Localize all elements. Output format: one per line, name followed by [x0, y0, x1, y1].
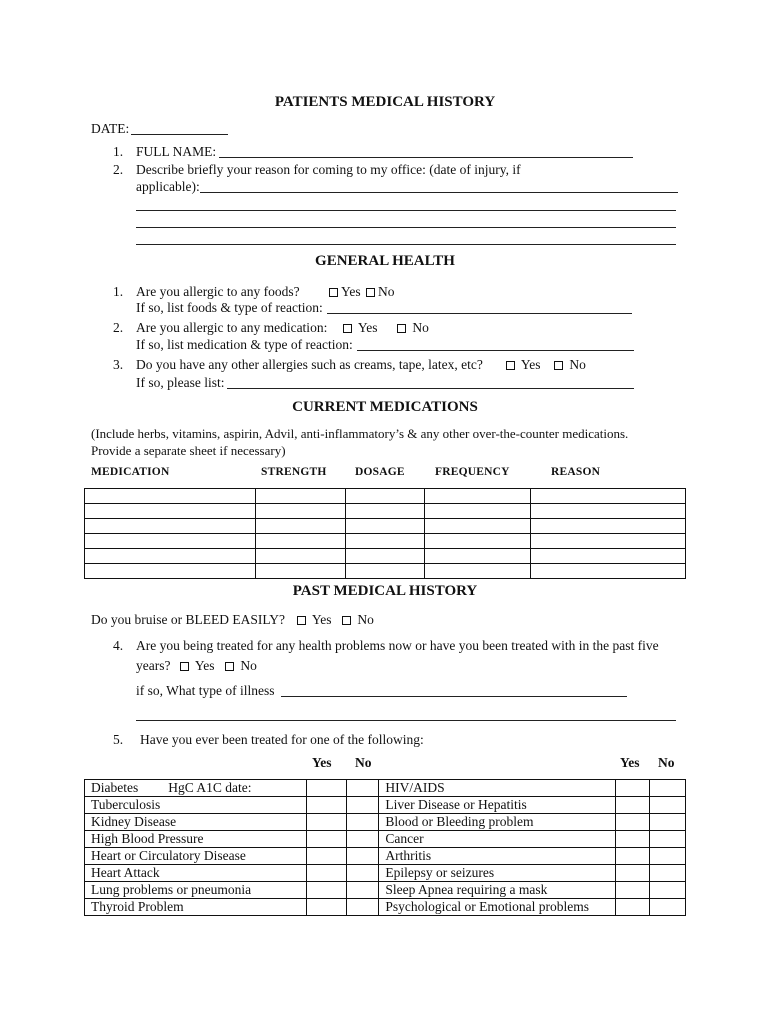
medications-table — [84, 488, 686, 579]
item-number: 3. — [113, 357, 124, 372]
other-allergy-question: Do you have any other allergies such as creams, tape, latex, etc? — [136, 357, 483, 372]
illness-type-field-line[interactable] — [136, 720, 676, 721]
no-cell[interactable] — [650, 899, 686, 916]
full-name-label: FULL NAME: — [136, 144, 217, 159]
table-cell[interactable] — [85, 504, 256, 519]
checkbox-icon[interactable] — [506, 361, 515, 370]
yes-cell[interactable] — [616, 865, 650, 882]
table-cell[interactable] — [255, 519, 345, 534]
table-row — [85, 534, 686, 549]
past-medical-history-heading: PAST MEDICAL HISTORY — [292, 583, 478, 599]
condition-label: Thyroid Problem — [85, 899, 307, 916]
item-number: 5. — [113, 732, 124, 747]
yes-cell[interactable] — [616, 848, 650, 865]
treated-no[interactable]: No — [225, 658, 257, 674]
checkbox-icon[interactable] — [366, 288, 375, 297]
condition-label: Lung problems or pneumonia — [85, 882, 307, 899]
table-row — [85, 899, 686, 916]
no-cell[interactable] — [650, 814, 686, 831]
treated-question: Are you being treated for any health problems now or have you been treated with in the past five — [136, 638, 659, 653]
general-health-heading: GENERAL HEALTH — [315, 253, 455, 269]
table-row — [85, 564, 686, 579]
yes-cell[interactable] — [616, 814, 650, 831]
condition-label: Heart Attack — [85, 865, 307, 882]
checkbox-icon[interactable] — [554, 361, 563, 370]
table-row — [85, 831, 686, 848]
table-cell[interactable] — [255, 504, 345, 519]
table-cell[interactable] — [345, 549, 425, 564]
bruise-no[interactable]: No — [342, 612, 374, 628]
illness-type-label: if so, What type of illness — [136, 683, 275, 698]
table-row — [85, 489, 686, 504]
table-cell[interactable] — [255, 534, 345, 549]
column-header: REASON — [551, 466, 601, 478]
table-cell[interactable] — [345, 489, 425, 504]
table-cell[interactable] — [425, 489, 531, 504]
yes-cell[interactable] — [616, 899, 650, 916]
food-allergy-no[interactable]: No — [366, 284, 395, 300]
table-cell[interactable] — [345, 564, 425, 579]
yes-cell[interactable] — [616, 780, 650, 797]
no-cell[interactable] — [346, 865, 379, 882]
checkbox-icon[interactable] — [343, 324, 352, 333]
condition-label: Tuberculosis — [85, 797, 307, 814]
current-medications-heading: CURRENT MEDICATIONS — [292, 399, 478, 415]
table-cell[interactable] — [531, 519, 686, 534]
no-cell[interactable] — [650, 797, 686, 814]
yes-cell[interactable] — [306, 848, 346, 865]
condition-label: Blood or Bleeding problem — [379, 814, 616, 831]
column-header: STRENGTH — [261, 466, 327, 478]
table-cell[interactable] — [255, 564, 345, 579]
conditions-question: Have you ever been treated for one of the following: — [140, 732, 424, 747]
condition-label: Kidney Disease — [85, 814, 307, 831]
a1c-date-label: HgC A1C date: — [168, 780, 252, 795]
condition-label: Cancer — [379, 831, 616, 848]
table-cell[interactable] — [531, 489, 686, 504]
date-field[interactable] — [131, 134, 228, 135]
no-cell[interactable] — [346, 780, 379, 797]
treated-question-cont: years? — [136, 658, 171, 673]
table-cell[interactable] — [425, 519, 531, 534]
table-cell[interactable] — [425, 534, 531, 549]
no-column-header: No — [355, 755, 372, 770]
no-cell[interactable] — [346, 797, 379, 814]
table-cell[interactable] — [255, 489, 345, 504]
table-cell[interactable] — [255, 549, 345, 564]
no-cell[interactable] — [650, 831, 686, 848]
item-number: 2. — [113, 320, 124, 335]
table-cell[interactable] — [345, 504, 425, 519]
yes-cell[interactable] — [616, 797, 650, 814]
table-row — [85, 549, 686, 564]
checkbox-icon[interactable] — [397, 324, 406, 333]
checkbox-icon[interactable] — [329, 288, 338, 297]
checkbox-icon[interactable] — [342, 616, 351, 625]
table-cell[interactable] — [85, 489, 256, 504]
other-allergy-no[interactable]: No — [554, 357, 586, 373]
table-cell[interactable] — [425, 549, 531, 564]
reason-field-line[interactable] — [136, 210, 676, 211]
no-cell[interactable] — [650, 780, 686, 797]
no-cell[interactable] — [346, 899, 379, 916]
bruise-yes[interactable]: Yes — [297, 612, 332, 628]
no-cell[interactable] — [346, 814, 379, 831]
table-row — [85, 848, 686, 865]
item-number: 1. — [113, 144, 124, 159]
reason-field-line[interactable] — [136, 244, 676, 245]
medication-allergy-question: Are you allergic to any medication: — [136, 320, 328, 335]
table-row — [85, 865, 686, 882]
illness-type-field[interactable] — [281, 696, 627, 697]
yes-cell[interactable] — [616, 831, 650, 848]
no-column-header: No — [658, 755, 675, 770]
item-number: 4. — [113, 638, 124, 653]
medication-reaction-label: If so, list medication & type of reaction: — [136, 337, 353, 352]
condition-label: Diabetes HgC A1C date: — [85, 780, 307, 797]
column-header: DOSAGE — [355, 466, 405, 478]
no-cell[interactable] — [650, 882, 686, 899]
table-row — [85, 504, 686, 519]
yes-cell[interactable] — [306, 865, 346, 882]
yes-cell[interactable] — [306, 899, 346, 916]
condition-label: Heart or Circulatory Disease — [85, 848, 307, 865]
table-cell[interactable] — [85, 564, 256, 579]
no-cell[interactable] — [650, 865, 686, 882]
checkbox-icon[interactable] — [225, 662, 234, 671]
table-cell[interactable] — [85, 534, 256, 549]
food-allergy-yes[interactable]: Yes — [329, 284, 361, 300]
medication-allergy-yes[interactable]: Yes — [343, 320, 378, 336]
yes-cell[interactable] — [306, 814, 346, 831]
table-cell[interactable] — [531, 549, 686, 564]
other-allergy-list-field[interactable] — [227, 388, 634, 389]
bruise-question: Do you bruise or BLEED EASILY? — [91, 612, 285, 627]
conditions-table — [84, 779, 686, 916]
table-cell[interactable] — [85, 519, 256, 534]
item-number: 2. — [113, 162, 124, 177]
no-cell[interactable] — [650, 848, 686, 865]
food-allergy-question: Are you allergic to any foods? — [136, 284, 300, 299]
medication-allergy-no[interactable]: No — [397, 320, 429, 336]
yes-cell[interactable] — [306, 797, 346, 814]
checkbox-icon[interactable] — [297, 616, 306, 625]
checkbox-icon[interactable] — [180, 662, 189, 671]
food-reaction-field[interactable] — [327, 313, 632, 314]
table-row — [85, 519, 686, 534]
condition-label: HIV/AIDS — [379, 780, 616, 797]
reason-field-line[interactable] — [136, 227, 676, 228]
condition-label: Sleep Apnea requiring a mask — [379, 882, 616, 899]
column-header: MEDICATION — [91, 466, 170, 478]
reason-label-cont: applicable): — [136, 179, 200, 194]
no-cell[interactable] — [346, 831, 379, 848]
table-row — [85, 780, 686, 797]
table-cell[interactable] — [531, 564, 686, 579]
table-cell[interactable] — [345, 534, 425, 549]
table-cell[interactable] — [531, 534, 686, 549]
reason-label: Describe briefly your reason for coming to my office: (date of injury, if — [136, 162, 521, 177]
column-header: FREQUENCY — [435, 466, 510, 478]
food-reaction-label: If so, list foods & type of reaction: — [136, 300, 323, 315]
page-title: PATIENTS MEDICAL HISTORY — [274, 94, 496, 110]
yes-cell[interactable] — [306, 882, 346, 899]
reason-field-line[interactable] — [200, 192, 678, 193]
condition-label: Psychological or Emotional problems — [379, 899, 616, 916]
no-cell[interactable] — [346, 882, 379, 899]
table-cell[interactable] — [85, 549, 256, 564]
full-name-field[interactable] — [219, 157, 633, 158]
condition-label: Liver Disease or Hepatitis — [379, 797, 616, 814]
medications-note: Provide a separate sheet if necessary) — [91, 443, 286, 458]
yes-column-header: Yes — [312, 755, 332, 770]
other-allergy-list-label: If so, please list: — [136, 375, 225, 390]
table-row — [85, 814, 686, 831]
table-cell[interactable] — [345, 519, 425, 534]
date-label: DATE: — [91, 121, 130, 136]
table-cell[interactable] — [425, 504, 531, 519]
other-allergy-yes[interactable]: Yes — [506, 357, 541, 373]
yes-column-header: Yes — [620, 755, 640, 770]
table-row — [85, 797, 686, 814]
medications-note: (Include herbs, vitamins, aspirin, Advil, anti-inflammatory’s & any other over-the-counter medications. — [91, 426, 629, 441]
yes-cell[interactable] — [616, 882, 650, 899]
table-row — [85, 882, 686, 899]
no-cell[interactable] — [346, 848, 379, 865]
table-cell[interactable] — [531, 504, 686, 519]
condition-label: High Blood Pressure — [85, 831, 307, 848]
yes-cell[interactable] — [306, 780, 346, 797]
table-cell[interactable] — [425, 564, 531, 579]
item-number: 1. — [113, 284, 124, 299]
medication-reaction-field[interactable] — [357, 350, 634, 351]
condition-label: Epilepsy or seizures — [379, 865, 616, 882]
treated-yes[interactable]: Yes — [180, 658, 215, 674]
yes-cell[interactable] — [306, 831, 346, 848]
condition-label: Arthritis — [379, 848, 616, 865]
